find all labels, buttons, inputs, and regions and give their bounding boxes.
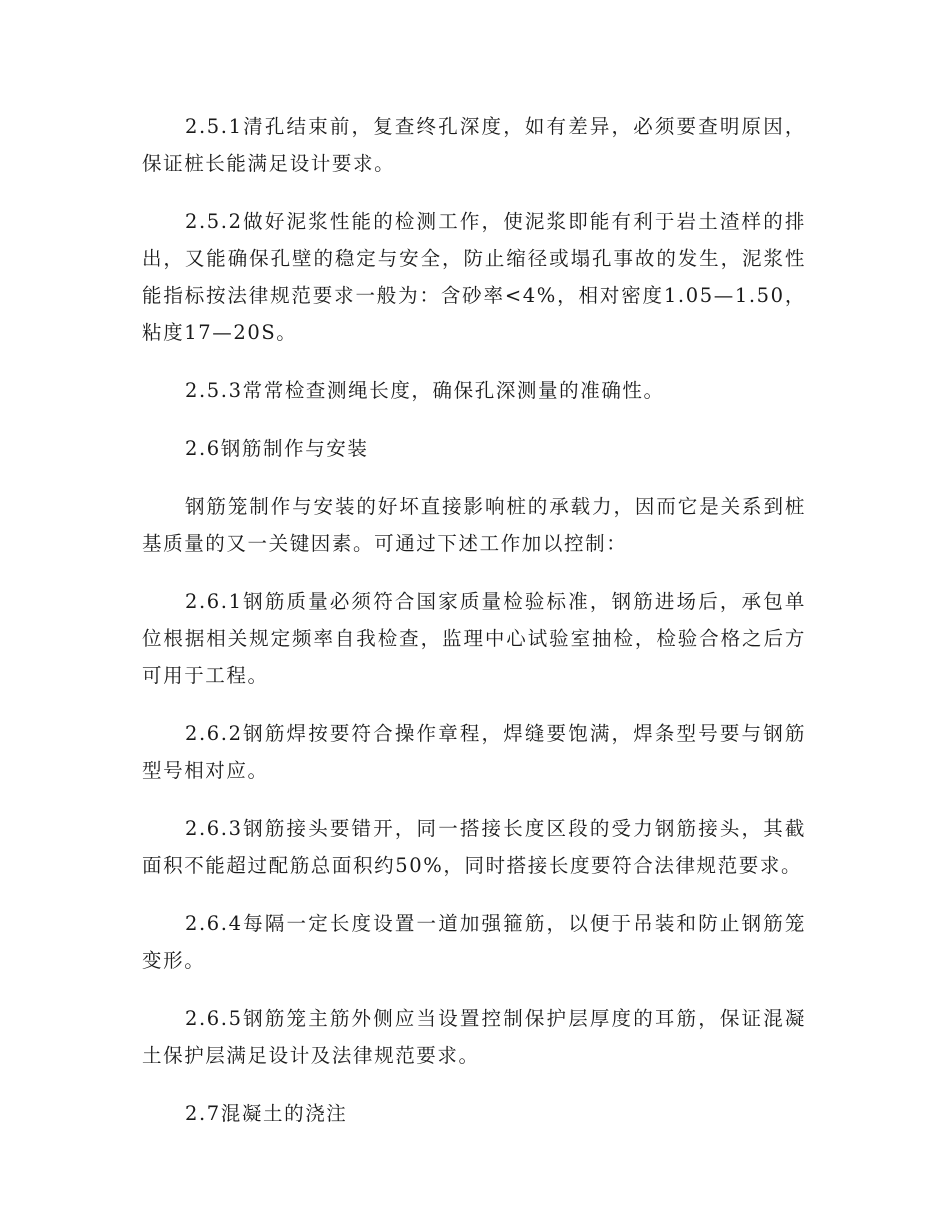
section-heading-2-6: 2.6钢筋制作与安装 xyxy=(185,437,369,460)
section-heading-2-7: 2.7混凝土的浇注 xyxy=(185,1102,348,1125)
paragraph-2-6-4: 2.6.4每隔一定长度设置一道加强箍筋，以便于吊装和防止钢筋笼变形。 xyxy=(142,912,806,972)
paragraph-2-6-1: 2.6.1钢筋质量必须符合国家质量检验标准，钢筋进场后，承包单位根据相关规定频率自我检查，监理中心试验室抽检，检验合格之后方可用于工程。 xyxy=(142,590,806,687)
paragraph-2-6-2: 2.6.2钢筋焊按要符合操作章程，焊缝要饱满，焊条型号要与钢筋型号相对应。 xyxy=(142,722,806,782)
document-page xyxy=(142,108,806,1153)
paragraph-2-5-3: 2.5.3常常检查测绳长度，确保孔深测量的准确性。 xyxy=(185,379,665,402)
paragraph-2-6-intro: 钢筋笼制作与安装的好坏直接影响桩的承载力，因而它是关系到桩基质量的又一关键因素。可通过下述工作加以控制： xyxy=(142,495,806,555)
paragraph-2-6-5: 2.6.5钢筋笼主筋外侧应当设置控制保护层厚度的耳筋，保证混凝土保护层满足设计及法律规范要求。 xyxy=(142,1007,806,1067)
paragraph-2-6-3: 2.6.3钢筋接头要错开，同一搭接长度区段的受力钢筋接头，其截面积不能超过配筋总面积约50%，同时搭接长度要符合法律规范要求。 xyxy=(142,817,806,877)
paragraph-2-5-2: 2.5.2做好泥浆性能的检测工作，使泥浆即能有利于岩土渣样的排出，又能确保孔壁的稳定与安全，防止缩径或塌孔事故的发生，泥浆性能指标按法律规范要求一般为：含砂率<4%，相对密度1.05—1.50，粘度17—20S。 xyxy=(142,210,806,344)
paragraph-2-5-1: 2.5.1清孔结束前，复查终孔深度，如有差异，必须要查明原因，保证桩长能满足设计要求。 xyxy=(142,115,806,175)
